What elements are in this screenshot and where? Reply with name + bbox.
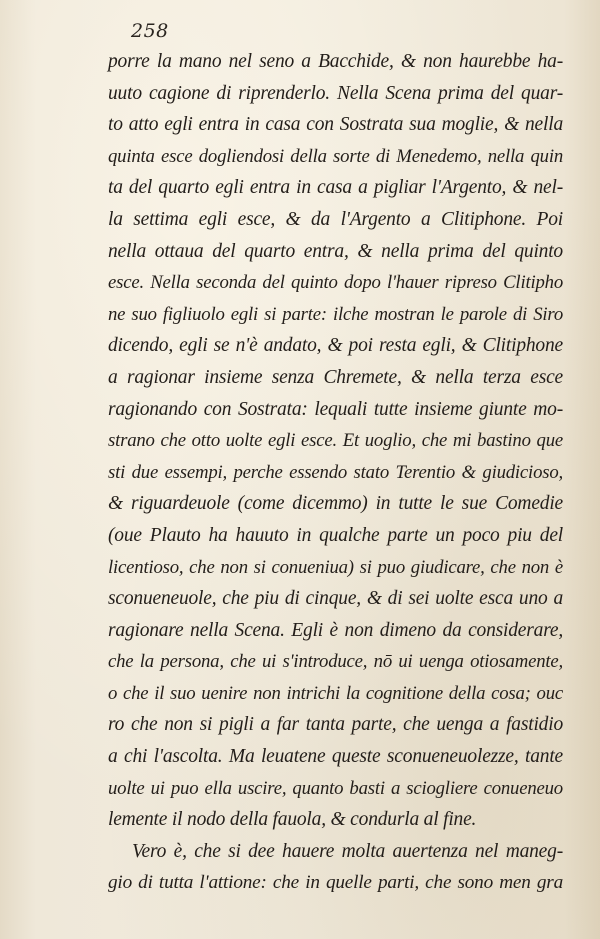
text-line: ne suo figliuolo egli si parte: ilche mostran le parole di Siro — [108, 303, 563, 325]
text-line: che la persona, che ui s'introduce, nō ui uenga otiosamente, — [108, 651, 563, 673]
text-line: & riguardeuole (come dicemmo) in tutte le sue Comedie — [108, 493, 563, 515]
text-line: ta del quarto egli entra in casa a pigliar l'Argento, & nel- — [108, 177, 563, 199]
text-line: a chi l'ascolta. Ma leuatene queste sconueneuolezze, tante — [108, 746, 563, 768]
text-line: a ragionar insieme senza Chremete, & nella terza esce — [108, 366, 563, 388]
text-line: nella ottaua del quarto entra, & nella prima del quinto — [108, 240, 563, 262]
text-line: gio di tutta l'attione: che in quelle parti, che sono men gra — [108, 872, 563, 894]
text-line: sti due essempi, perche essendo stato Terentio & giudicioso, — [108, 461, 563, 483]
page-number: 258 — [131, 20, 169, 42]
text-line: o che il suo uenire non intrichi la cognitione della cosa; ouc — [108, 682, 563, 704]
body-text — [108, 46, 563, 899]
text-line: licentioso, che non si conueniua) si puo giudicare, che non è — [108, 556, 563, 578]
text-line: sconueneuole, che piu di cinque, & di sei uolte esca uno a — [108, 588, 563, 610]
text-line: ragionando con Sostrata: lequali tutte insieme giunte mo- — [108, 398, 563, 420]
text-line: la settima egli esce, & da l'Argento a Clitiphone. Poi — [108, 208, 563, 230]
text-line: ragionare nella Scena. Egli è non dimeno da considerare, — [108, 619, 563, 641]
text-line: uolte ui puo ella uscire, quanto basti a sciogliere conueneuo — [108, 777, 563, 799]
text-line: ro che non si pigli a far tanta parte, che uenga a fastidio — [108, 714, 563, 736]
text-line: uuto cagione di riprenderlo. Nella Scena prima del quar- — [108, 82, 563, 104]
text-line: (oue Plauto ha hauuto in qualche parte un poco piu del — [108, 524, 563, 546]
text-line: lemente il nodo della fauola, & condurla al fine. — [108, 809, 477, 831]
text-line: to atto egli entra in casa con Sostrata sua moglie, & nella — [108, 114, 563, 136]
text-line: strano che otto uolte egli esce. Et uoglio, che mi bastino que — [108, 430, 563, 452]
text-line: dicendo, egli se n'è andato, & poi resta egli, & Clitiphone — [108, 335, 563, 357]
text-line: esce. Nella seconda del quinto dopo l'hauer ripreso Clitipho — [108, 272, 563, 294]
text-line: Vero è, che si dee hauere molta auertenza nel maneg- — [132, 840, 563, 862]
text-line: porre la mano nel seno a Bacchide, & non haurebbe ha- — [108, 51, 563, 72]
text-line: quinta esce dogliendosi della sorte di Menedemo, nella quin — [108, 145, 563, 167]
